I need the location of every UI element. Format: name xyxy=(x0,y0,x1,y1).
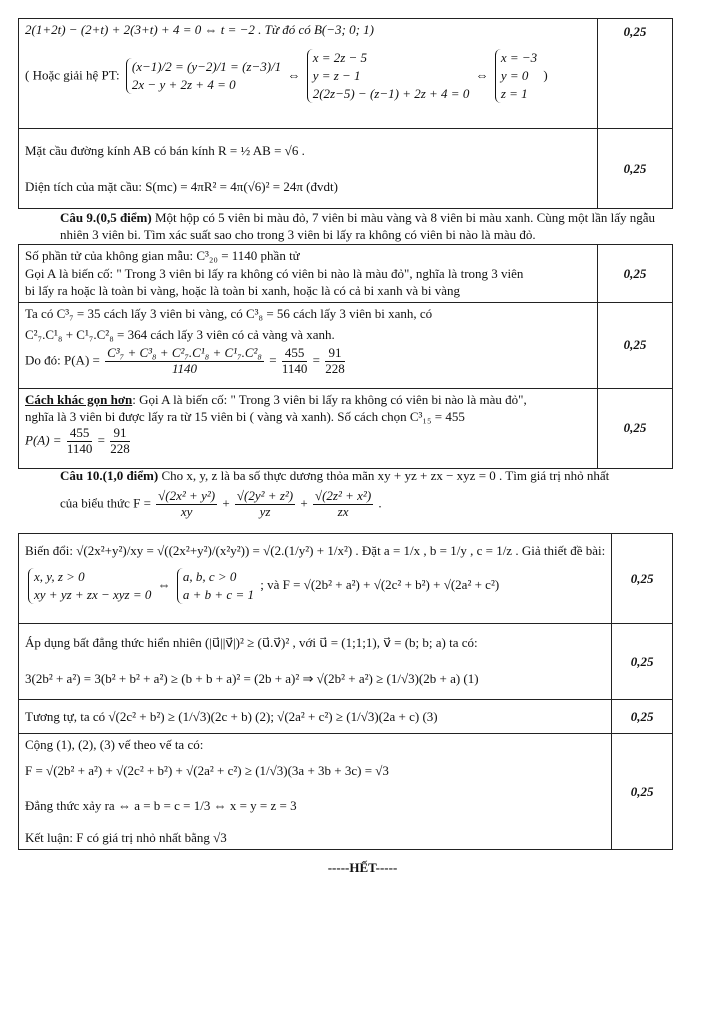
text-line: Số phần tử của không gian mẫu: C³₂₀ = 1140 phần tử xyxy=(25,248,300,263)
text-label: Do đó: P(A) = xyxy=(25,352,100,368)
question-10 xyxy=(60,468,675,520)
fraction: $\frac{455}{1140}$ xyxy=(66,424,93,456)
fraction: $\frac{91}{228}$ xyxy=(325,344,345,376)
text-label: ( Hoặc giải hệ PT: xyxy=(25,66,120,82)
text-label: ) xyxy=(543,66,548,82)
answer-table-part-2 xyxy=(18,244,673,469)
score-cell: 0,25 xyxy=(598,129,673,209)
text-line: Ta có C³₇ = 35 cách lấy 3 viên bi vàng, có C³₈ = 56 cách lấy 3 viên bi xanh, có xyxy=(25,305,433,321)
equation-system xyxy=(307,49,470,104)
text-line: Đẳng thức xảy ra ⇔ a = b = c = 1/3 ⇔ x = y = z = 3 xyxy=(25,798,297,814)
score-cell: 0,25 xyxy=(598,302,673,388)
equation-system xyxy=(177,568,254,604)
answer-cell xyxy=(19,534,612,624)
score-cell: 0,25 xyxy=(612,700,673,734)
answer-cell xyxy=(19,302,598,388)
equation: a, b, c > 0 xyxy=(182,568,237,584)
answer-cell xyxy=(19,624,612,700)
text-line: Áp dụng bất đẳng thức hiển nhiên (|u⃗||v⃗|)² ≥ (u⃗.v⃗)² , với u⃗ = (1;1;1), v⃗ = (b; b; a) ta có: xyxy=(25,635,478,650)
equation: y = 0 xyxy=(500,67,529,83)
equation-system xyxy=(126,58,281,94)
equation-system xyxy=(28,568,151,604)
text-line: F = √(2b² + a²) + √(2c² + b²) + √(2a² + c²) ≥ (1/√3)(3a + 3b + 3c) = √3 xyxy=(25,762,389,778)
answer-cell xyxy=(19,700,612,734)
equation: y = z − 1 xyxy=(312,67,361,83)
question-text: Cho x, y, z là ba số thực dương thỏa mãn xy + yz + zx − xyz = 0 . Tìm giá trị nhỏ nhất xyxy=(158,468,610,483)
table-row xyxy=(19,388,673,468)
fraction: $\frac{\text{C³₇ + C³₈ + C²₇.C¹₈ + C¹₇.C²₈}}{1140}$ xyxy=(107,344,262,376)
text-line: Mặt cầu đường kính AB có bán kính R = ½ AB = √6 . xyxy=(25,142,305,158)
equation: x = 2z − 5 xyxy=(312,49,368,65)
text-line: C²₇.C¹₈ + C¹₇.C²₈ = 364 cách lấy 3 viên có cả vàng và xanh. xyxy=(25,327,335,343)
formula-line: của biểu thức F = $\frac{\text{√(2x² + y²)}}{xy}$ + $\frac{\text{√(2y² + z²)}}{yz}$ + $\frac{\text{√(2z² + x²)}}{zx}$ . xyxy=(60,487,382,519)
answer-table-part-1 xyxy=(18,18,673,209)
fraction: $\frac{\text{√(2z² + x²)}}{zx}$ xyxy=(314,487,372,519)
end-marker: -----HẾT----- xyxy=(327,860,398,875)
answer-table-part-3 xyxy=(18,533,673,850)
equation-system xyxy=(495,49,537,104)
text-label: P(A) = xyxy=(25,432,62,448)
table-row xyxy=(19,302,673,388)
equation: x = −3 xyxy=(500,49,538,65)
answer-cell xyxy=(19,19,598,129)
question-9 xyxy=(60,210,675,244)
table-row xyxy=(19,245,673,303)
text-label: ; và F = √(2b² + a²) + √(2c² + b²) + √(2a² + c²) xyxy=(260,576,500,592)
equation: xy + yz + zx − xyz = 0 xyxy=(34,586,152,602)
equation: x, y, z > 0 xyxy=(34,568,85,584)
text-line: Kết luận: F có giá trị nhỏ nhất bằng √3 xyxy=(25,829,227,845)
score-cell: 0,25 xyxy=(612,534,673,624)
text-line: nghĩa là 3 viên bi được lấy ra từ 15 viên bi ( vàng và xanh). Số cách chọn C³₁₅ = 455 xyxy=(25,409,465,425)
formula-line: P(A) = $\frac{455}{1140}$ = $\frac{91}{228}$ xyxy=(25,424,130,456)
system-block: ( Hoặc giải hệ PT: (x−1)/2 = (y−2)/1 = (z−3)/1 2x − y + 2z + 4 = 0 ⇔ x = 2z − 5 y = z − 1 2(2z−5) − (z−1) + 2z + 4 = 0 ⇔ x = −3 y = 0 z = 1 ) xyxy=(25,49,591,104)
equation: 2(2z−5) − (z−1) + 2z + 4 = 0 xyxy=(312,85,470,101)
text-line: Diện tích của mặt cầu: S(mc) = 4πR² = 4π(√6)² = 24π (đvdt) xyxy=(25,178,338,194)
question-title: Câu 10.(1,0 điểm) xyxy=(60,468,159,483)
text-line: Cộng (1), (2), (3) vế theo vế ta có: xyxy=(25,737,204,752)
text-label: của biểu thức F = xyxy=(60,495,151,511)
text-line: Tương tự, ta có √(2c² + b²) ≥ (1/√3)(2c + b) (2); √(2a² + c²) ≥ (1/√3)(2a + c) (3) xyxy=(25,708,438,724)
fraction: $\frac{\text{√(2x² + y²)}}{xy}$ xyxy=(158,487,216,519)
equation: z = 1 xyxy=(500,85,528,101)
text-line: Gọi A là biến cố: " Trong 3 viên bi lấy ra không có viên bi nào là màu đỏ", nghĩa là trong 3 viên xyxy=(25,265,524,281)
answer-cell xyxy=(19,129,598,209)
answer-cell xyxy=(19,734,612,850)
formula-line: Do đó: P(A) = $\frac{\text{C³₇ + C³₈ + C²₇.C¹₈ + C¹₇.C²₈}}{1140}$ = $\frac{455}{1140}$ = $\frac{91}{228}$ xyxy=(25,344,345,376)
table-row xyxy=(19,129,673,209)
table-row xyxy=(19,700,673,734)
score-cell: 0,25 xyxy=(598,388,673,468)
equation: a + b + c = 1 xyxy=(182,586,254,602)
table-row xyxy=(19,624,673,700)
answer-cell xyxy=(19,245,598,303)
text-line: Biến đổi: √(2x²+y²)/xy = √((2x²+y²)/(x²y²)) = √(2.(1/y²) + 1/x²) . Đặt a = 1/x , b = 1/y , c = 1/z . Giả thiết đề bài: xyxy=(25,543,606,558)
question-text: Một hộp có 5 viên bi màu đỏ, 7 viên bi màu vàng và 8 viên bi màu xanh. Cùng một lần lấy ngẫu nhiên 3 viên bi. Tìm xác suất sao cho trong 3 viên bi lấy ra không có viên bi nào là màu đỏ. xyxy=(60,210,656,242)
score-cell: 0,25 xyxy=(612,734,673,850)
fraction: $\frac{455}{1140}$ xyxy=(281,344,308,376)
score-cell: 0,25 xyxy=(612,624,673,700)
answer-cell xyxy=(19,388,598,468)
text-line: Cách khác gọn hơn: Gọi A là biến cố: " Trong 3 viên bi lấy ra không có viên bi nào là màu đỏ", xyxy=(25,391,527,407)
text-line: 3(2b² + a²) = 3(b² + b² + a²) ≥ (b + b + a)² = (2b + a)² ⇒ √(2b² + a²) ≥ (1/√3)(2b + a) (1) xyxy=(25,670,479,686)
table-row xyxy=(19,534,673,624)
table-row xyxy=(19,734,673,850)
fraction: $\frac{91}{228}$ xyxy=(110,424,130,456)
text-line: bi lấy ra hoặc là toàn bi vàng, hoặc là toàn bi xanh, hoặc là có cả bi xanh và bi vàng xyxy=(25,283,460,299)
score-cell: 0,25 xyxy=(598,19,673,129)
question-title: Câu 9.(0,5 điểm) xyxy=(60,210,152,225)
score-cell: 0,25 xyxy=(598,245,673,303)
text-line: 2(1+2t) − (2+t) + 2(3+t) + 4 = 0 ⇔ t = −2 . Từ đó có B(−3; 0; 1) xyxy=(25,22,374,37)
alt-heading: Cách khác gọn hơn xyxy=(25,391,133,407)
system-block: x, y, z > 0 xy + yz + zx − xyz = 0 ⇔ a, b, c > 0 a + b + c = 1 ; và F = √(2b² + a²) + √(2c² + b²) + √(2a² + c²) xyxy=(25,568,605,604)
fraction: $\frac{\text{√(2y² + z²)}}{yz}$ xyxy=(236,487,294,519)
equation: (x−1)/2 = (y−2)/1 = (z−3)/1 xyxy=(131,58,282,74)
table-row xyxy=(19,19,673,129)
equation: 2x − y + 2z + 4 = 0 xyxy=(131,76,236,92)
